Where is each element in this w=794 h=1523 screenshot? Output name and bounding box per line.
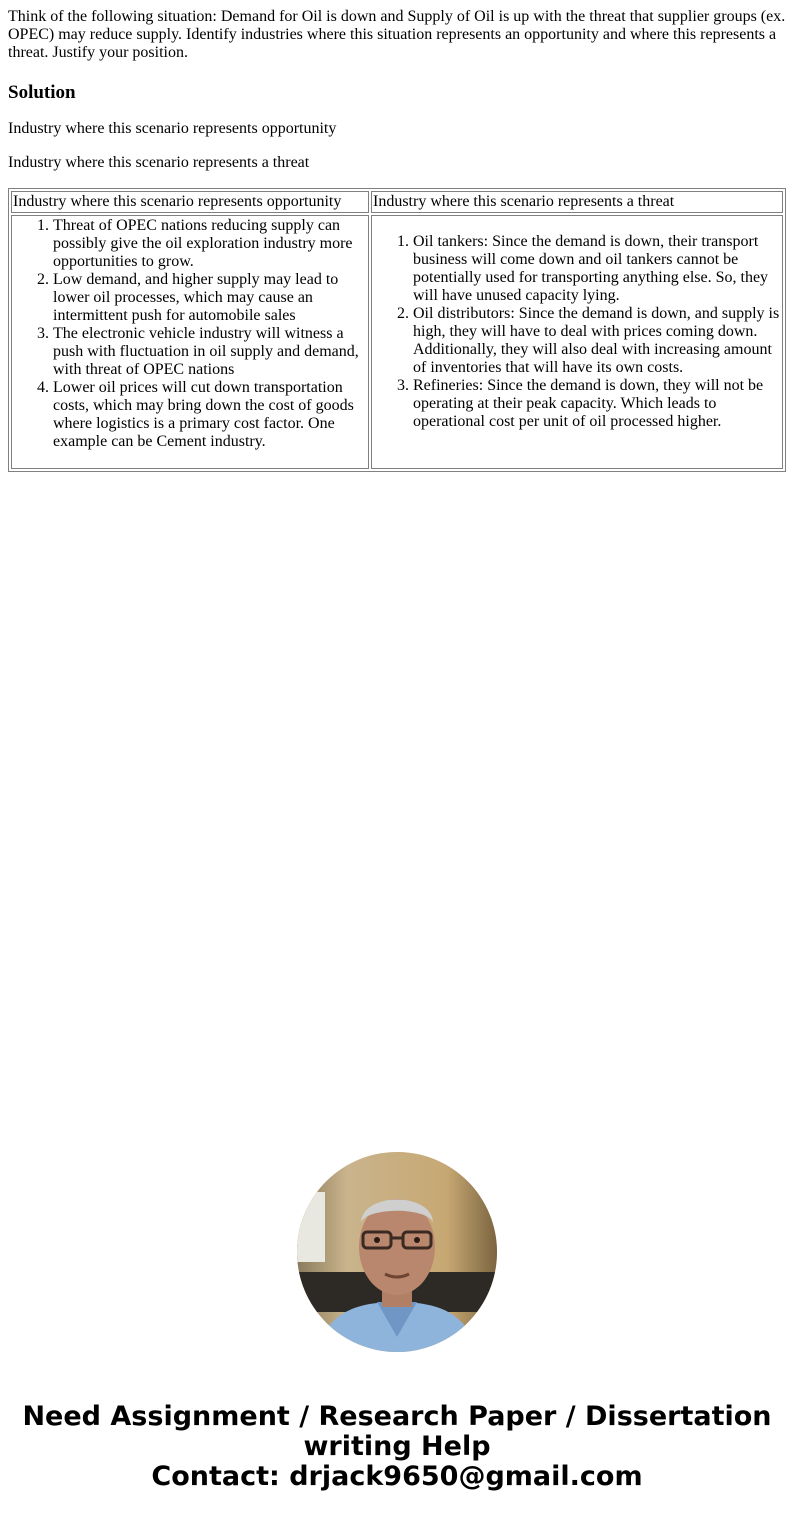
list-item: 2. Oil distributors: Since the demand is down, and supply is high, they will have to deal with prices coming down. Additionally, they will also deal with increasing amount of inventories that will have its own costs. (413, 305, 781, 377)
document-body (8, 8, 786, 472)
table-row (11, 215, 783, 469)
list-item: 1. Oil tankers: Since the demand is down, their transport business will come down and oil tankers cannot be potentially used for transporting anything else. So, they will have unused capacity lying. (413, 233, 781, 305)
opportunity-list (13, 217, 367, 451)
threat-list (373, 233, 781, 431)
list-item: 3. The electronic vehicle industry will witness a push with fluctuation in oil supply and demand, with threat of OPEC nations (53, 325, 367, 379)
promo-text (0, 1402, 794, 1492)
intro-line-opportunity: Industry where this scenario represents opportunity (8, 120, 337, 137)
list-item: 2. Low demand, and higher supply may lead to lower oil processes, which may cause an intermittent push for automobile sales (53, 271, 367, 325)
portrait-image (297, 1152, 497, 1352)
avatar (297, 1152, 497, 1352)
answer-table (8, 188, 786, 472)
solution-heading: Solution (8, 82, 76, 103)
header-opportunity: Industry where this scenario represents opportunity (11, 191, 369, 213)
promo-line-1: Need Assignment / Research Paper / Dissertation writing Help (22, 1401, 772, 1462)
opportunity-cell (11, 215, 369, 469)
question-text: Think of the following situation: Demand for Oil is down and Supply of Oil is up with the threat that supplier groups (ex. OPEC) may reduce supply. Identify industries where this situation represents an opportunity and where this represents a threat. Justify your position. (8, 8, 786, 61)
list-item: 3. Refineries: Since the demand is down, they will not be operating at their peak capacity. Which leads to operational cost per unit of oil processed higher. (413, 377, 781, 431)
promo-line-2: Contact: drjack9650@gmail.com (151, 1461, 643, 1492)
list-item: 4. Lower oil prices will cut down transportation costs, which may bring down the cost of goods where logistics is a primary cost factor. One example can be Cement industry. (53, 379, 367, 451)
table-header-row (11, 191, 783, 213)
intro-line-threat: Industry where this scenario represents a threat (8, 154, 310, 171)
threat-cell (371, 215, 783, 469)
header-threat: Industry where this scenario represents a threat (371, 191, 783, 213)
footer-promo (0, 1152, 794, 1492)
list-item: 1. Threat of OPEC nations reducing supply can possibly give the oil exploration industry more opportunities to grow. (53, 217, 367, 271)
